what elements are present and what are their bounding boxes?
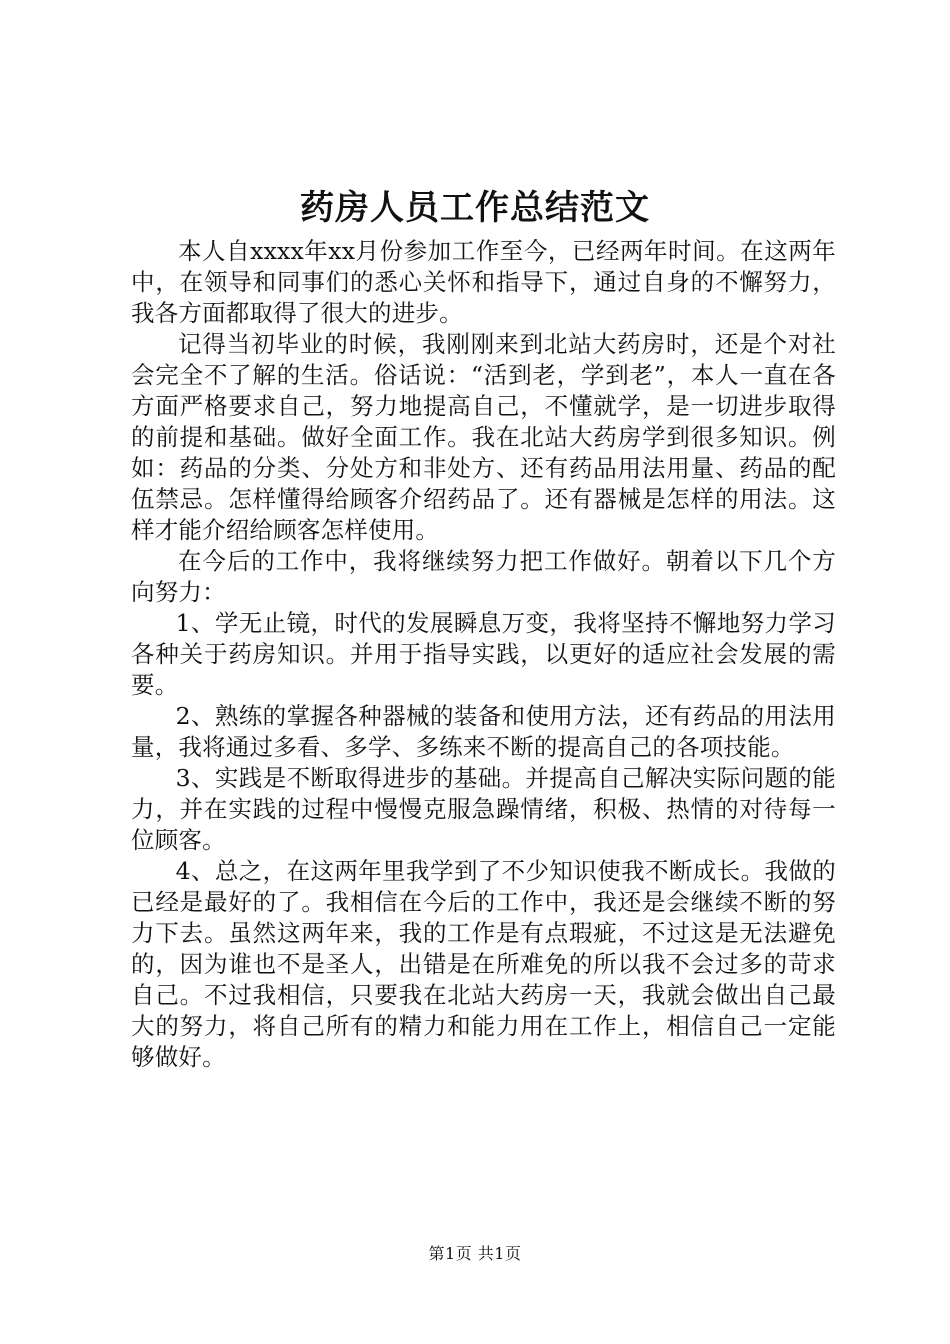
list-item-1: 1、学无止镜，时代的发展瞬息万变，我将坚持不懈地努力学习各种关于药房知识。并用于指导实践，以更好的适应社会发展的需要。	[131, 609, 836, 699]
page-footer: 第1页 共1页	[428, 1244, 522, 1263]
list-item-2: 2、熟练的掌握各种器械的装备和使用方法，还有药品的用法用量，我将通过多看、多学、多练来不断的提高自己的各项技能。	[131, 702, 836, 761]
document-title: 药房人员工作总结范文	[300, 188, 650, 228]
list-item-4: 4、总之，在这两年里我学到了不少知识使我不断成长。我做的已经是最好的了。我相信在今后的工作中，我还是会继续不断的努力下去。虽然这两年来，我的工作是有点瑕疵，不过这是无法避免的，因为谁也不是圣人，出错是在所难免的所以我不会过多的苛求自己。不过我相信，只要我在北站大药房一天，我就会做出自己最大的努力，将自己所有的精力和能力用在工作上，相信自己一定能够做好。	[131, 857, 836, 1071]
list-item-3: 3、实践是不断取得进步的基础。并提高自己解决实际问题的能力，并在实践的过程中慢慢克服急躁情绪，积极、热情的对待每一位顾客。	[131, 764, 836, 854]
paragraph-plan: 在今后的工作中，我将继续努力把工作做好。朝着以下几个方向努力：	[131, 547, 836, 606]
paragraph-intro: 本人自xxxx年xx月份参加工作至今，已经两年时间。在这两年中，在领导和同事们的悉心关怀和指导下，通过自身的不懈努力，我各方面都取得了很大的进步。	[131, 237, 836, 327]
document-body	[131, 236, 836, 1073]
paragraph-experience: 记得当初毕业的时候，我刚刚来到北站大药房时，还是个对社会完全不了解的生活。俗话说：“活到老，学到老”，本人一直在各方面严格要求自己，努力地提高自己，不懂就学，是一切进步取得的前提和基础。做好全面工作。我在北站大药房学到很多知识。例如：药品的分类、分处方和非处方、还有药品用法用量、药品的配伍禁忌。怎样懂得给顾客介绍药品了。还有器械是怎样的用法。这样才能介绍给顾客怎样使用。	[131, 330, 836, 544]
